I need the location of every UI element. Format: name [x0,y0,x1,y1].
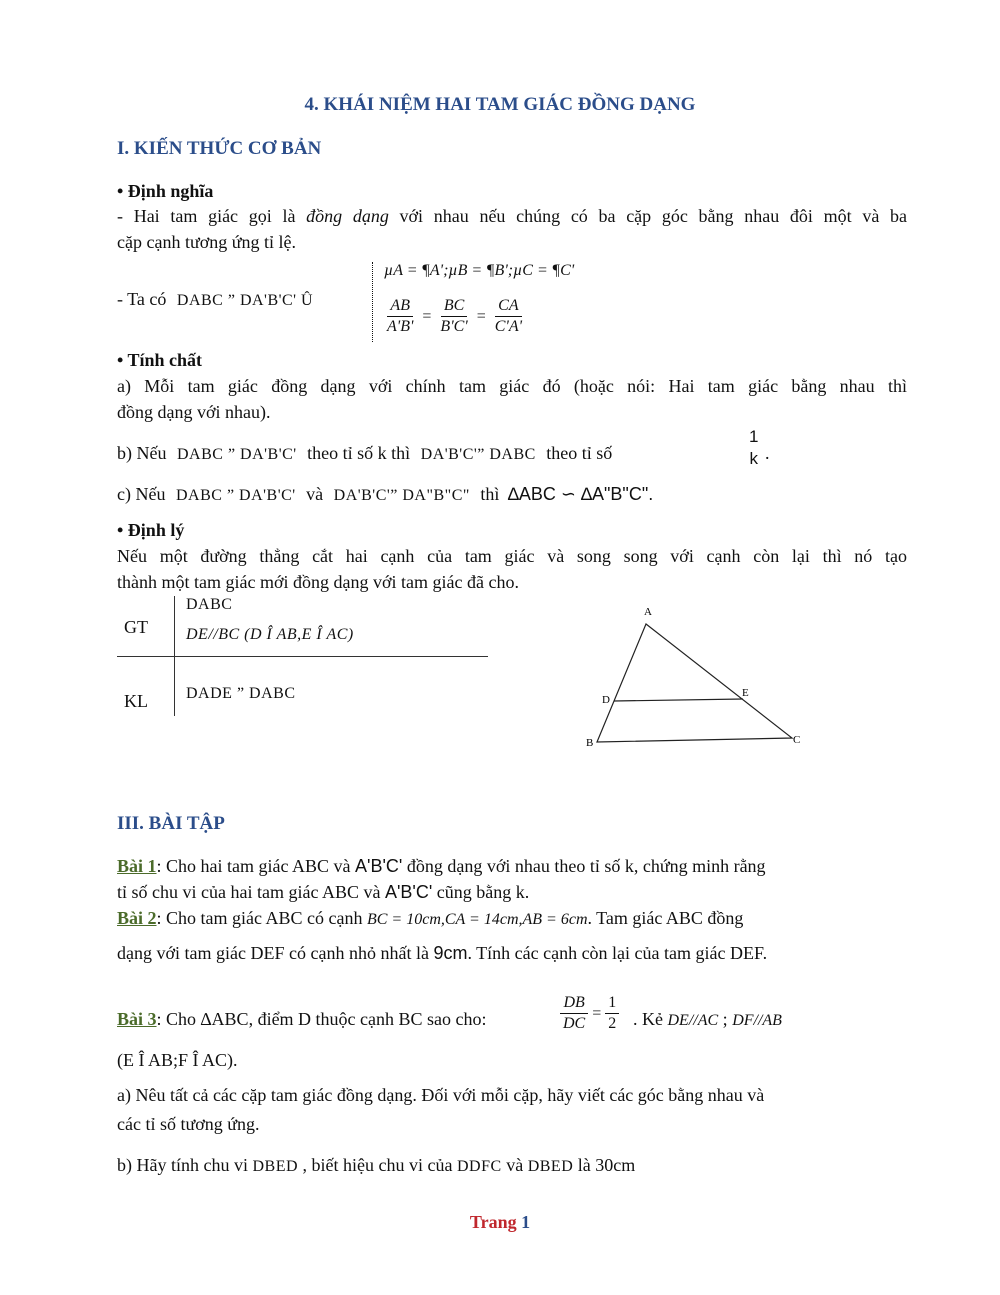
kl-line: DADE ” DABC [186,685,296,702]
page-number: 1 [521,1212,531,1232]
ratio-fraction: $\frac{AB}{A'B'}$ [387,297,414,335]
exercise-3-question-a-line-2: các tỉ số tương ứng. [117,1114,260,1134]
gt-line-2: DE//BC (D Î AB,E Î AC) [186,626,354,643]
exercise-2-line-1: Bài 2: Cho tam giác ABC có cạnh BC = 10cm,CA = 14cm,AB = 6cm. Tam giác ABC đồng [117,908,744,928]
exercise-3-line-1: Bài 3: Cho ∆ABC, điểm D thuộc cạnh BC sao cho: [117,1009,487,1029]
section-heading-exercises: III. BÀI TẬP [117,813,225,834]
exercise-3-ratio: $\frac{DB}{DC}$ = $\frac{1}{2}$ [560,993,619,1034]
theorem-heading: • Định lý [117,520,185,540]
similarity-equivalence: DABC ” DA'B'C' Û [176,292,314,309]
page-title: 4. KHÁI NIỆM HAI TAM GIÁC ĐỒNG DẠNG [304,94,696,115]
property-a-line-1: a) Mỗi tam giác đồng dạng với chính tam giác đó (hoặc nói: Hai tam giác bằng nhau thì [117,376,907,396]
exercise-3-question-a-line-1: a) Nêu tất cả các cặp tam giác đồng dạng. Đối với mỗi cặp, hãy viết các góc bằng nhau và [117,1085,765,1105]
exercise-1-line-1: Bài 1: Cho hai tam giác ABC và A'B'C' đồng dạng với nhau theo tỉ số k, chứng minh rằng [117,856,766,876]
theorem-line-2: thành một tam giác mới đồng dạng với tam giác đã cho. [117,572,519,592]
point-label-c: C [793,734,801,746]
property-a-line-2: đồng dạng với nhau). [117,402,271,422]
gt-line-1: DABC [186,596,233,613]
gt-kl-column-divider [174,596,175,716]
point-label-d: D [602,694,610,706]
page-footer: Trang 1 [469,1212,531,1232]
gt-kl-divider [117,656,488,657]
ratio-fraction: $\frac{CA}{C'A'}$ [494,297,523,335]
theorem-line-1: Nếu một đường thẳng cắt hai cạnh của tam giác và song song với cạnh còn lại thì nó tạo [117,546,907,566]
ratio-one-over-k: 1 k [749,427,759,468]
definition-formula-prefix: - Ta có DABC ” DA'B'C' Û [117,289,314,309]
segment-de [614,699,743,701]
exercise-3-question-b: b) Hãy tính chu vi DBED , biết hiệu chu vi của DDFC và DBED là 30cm [117,1155,636,1175]
point-label-b: B [586,737,594,749]
definition-heading: • Định nghĩa [117,181,214,201]
ratio-one-half: $\frac{1}{2}$ [605,993,619,1034]
property-c: c) Nếu DABC ” DA'B'C' và DA'B'C'” DA"B"C" thì ∆ABC ∽ ∆A"B"C". [117,484,654,504]
kl-label: KL [124,691,148,711]
ratio-db-dc: $\frac{DB}{DC}$ [560,993,588,1034]
triangle-figure [580,598,810,758]
gt-label: GT [124,617,148,637]
ratio-row: $\frac{AB}{A'B'}$ = $\frac{BC}{B'C'}$ = $\frac{CA}{C'A'}$ [384,296,525,337]
exercise-1-line-2: tỉ số chu vi của hai tam giác ABC và A'B'C' cũng bằng k. [117,882,530,902]
ratio-fraction: $\frac{BC}{B'C'}$ [440,297,468,335]
point-label-e: E [742,687,749,699]
definition-line-2: cặp cạnh tương ứng tỉ lệ. [117,232,296,252]
triangle-abc [597,624,792,742]
point-label-a: A [644,606,652,618]
property-b: b) Nếu DABC ” DA'B'C' theo tỉ số k thì DA'B'C'” DABC theo tỉ số [117,443,613,463]
exercise-3-condition: (E Î AB;F Î AC). [117,1050,238,1070]
system-brace [372,262,377,342]
angles-equal-row: µA = ¶A';µB = ¶B';µC = ¶C' [384,262,575,279]
exercise-3-parallels: . Kẻ DE//AC ; DF//AB [633,1009,782,1029]
definition-line-1: - Hai tam giác gọi là đồng dạng với nhau nếu chúng có ba cặp góc bằng nhau đôi một và ba [117,206,907,226]
exercise-2-line-2: dạng với tam giác DEF có cạnh nhỏ nhất là 9cm. Tính các cạnh còn lại của tam giác DEF. [117,943,768,963]
section-heading-basics: I. KIẾN THỨC CƠ BẢN [117,138,322,159]
properties-heading: • Tính chất [117,350,202,370]
